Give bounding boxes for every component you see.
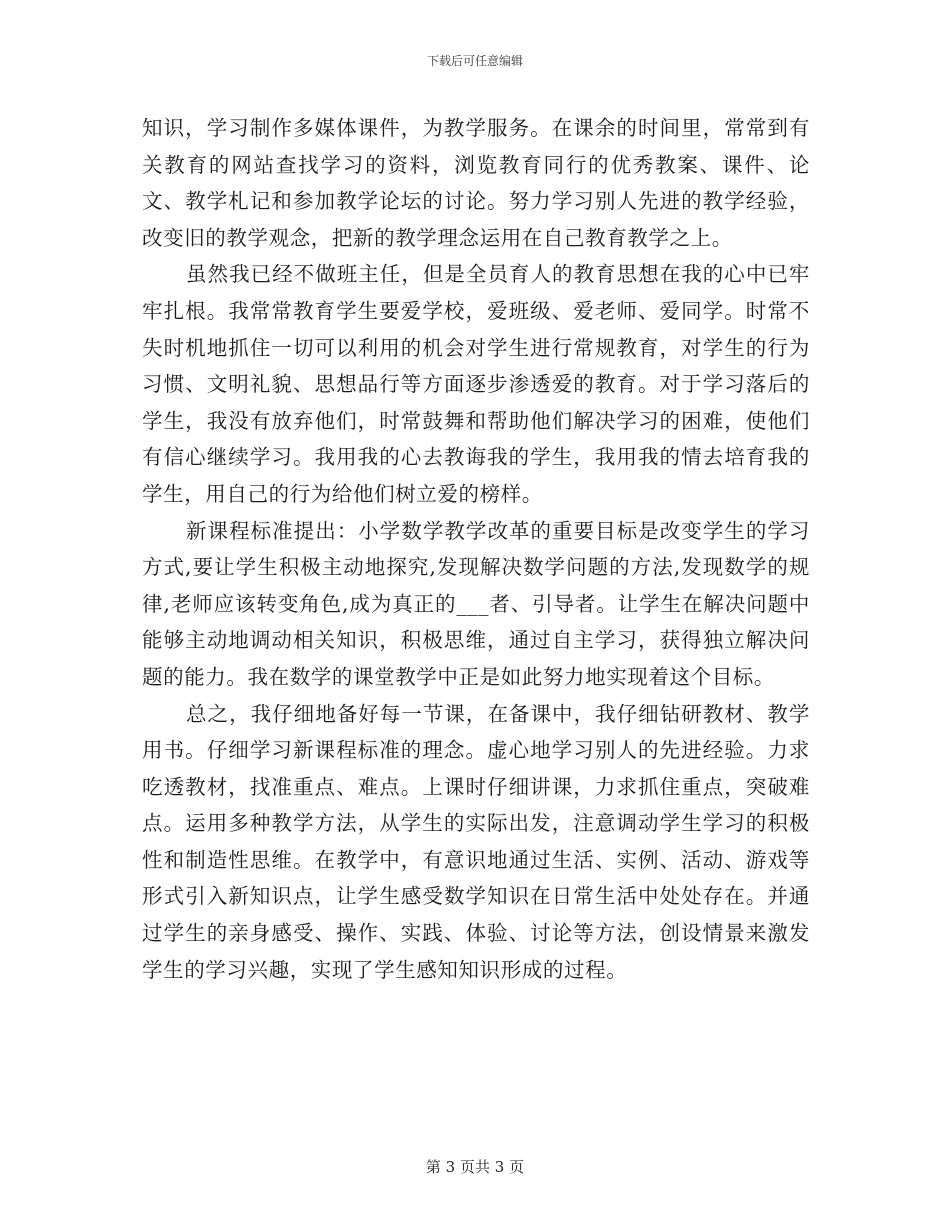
paragraph-summary: 总之，我仔细地备好每一节课，在备课中，我仔细钻研教材、教学用书。仔细学习新课程标准的理念。虚心地学习别人的先进经验。力求吃透教材，找准重点、难点。上课时仔细讲课，力求抓住重点，突破难点。运用多种教学方法，从学生的实际出发，注意调动学生学习的积极性和制造性思维。在教学中，有意识地通过生活、实例、活动、游戏等形式引入新知识点，让学生感受数学知识在日常生活中处处存在。并通过学生的亲身感受、操作、实践、体验、讨论等方法，创设情景来激发学生的学习兴趣，实现了学生感知知识形成的过程。	[142, 701, 810, 982]
paragraph-curriculum-standard: 新课程标准提出：小学数学教学改革的重要目标是改变学生的学习方式,要让学生积极主动地探究,发现解决数学问题的方法,发现数学的规律,老师应该转变角色,成为真正的___者、引导者。让学生在解决问题中能够主动地调动相关知识，积极思维，通过自主学习，获得独立解决问题的能力。我在数学的课堂教学中正是如此努力地实现着这个目标。	[142, 518, 810, 689]
paragraph-continued: 知识，学习制作多媒体课件，为教学服务。在课余的时间里，常常到有关教育的网站查找学习的资料，浏览教育同行的优秀教案、课件、论文、教学札记和参加教学论坛的讨论。努力学习别人先进的教学经验，改变旧的教学观念，把新的教学理念运用在自己教育教学之上。	[142, 116, 810, 250]
document-body	[142, 110, 810, 988]
page-footer: 第 3 页共 3 页	[425, 1158, 525, 1176]
paragraph-class-teacher: 虽然我已经不做班主任，但是全员育人的教育思想在我的心中已牢牢扎根。我常常教育学生要爱学校，爱班级、爱老师、爱同学。时常不失时机地抓住一切可以利用的机会对学生进行常规教育，对学生的行为习惯、文明礼貌、思想品行等方面逐步渗透爱的教育。对于学习落后的学生，我没有放弃他们，时常鼓舞和帮助他们解决学习的困难，使他们有信心继续学习。我用我的心去教诲我的学生，我用我的情去培育我的学生，用自己的行为给他们树立爱的榜样。	[142, 262, 810, 506]
page-header: 下载后可任意编辑	[426, 54, 523, 68]
